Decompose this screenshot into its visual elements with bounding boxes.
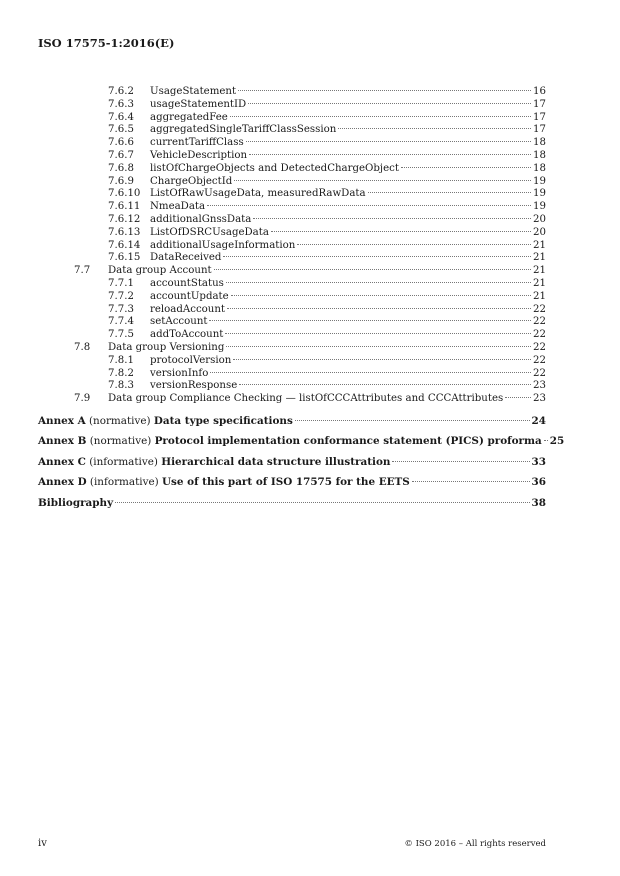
toc-bibliography[interactable]: [38, 496, 546, 511]
annex-title: Hierarchical data structure illustration: [161, 455, 391, 468]
annex-label: Annex C: [38, 455, 86, 468]
toc-entry-title: accountStatus: [150, 277, 224, 289]
toc-entry[interactable]: [38, 252, 546, 265]
toc-entry-page: 18: [533, 137, 546, 149]
toc-entry-page: 21: [533, 252, 546, 264]
document-id: ISO 17575-1:2016(E): [38, 36, 175, 50]
leader-dots: [238, 90, 531, 91]
annex-label: Annex D: [38, 476, 87, 489]
toc-entry-number: 7.6.8: [108, 162, 134, 174]
toc-entry-number: 7.8.1: [108, 354, 134, 366]
toc-entry-title: listOfChargeObjects and DetectedChargeObject: [150, 162, 399, 174]
toc-entry-page: 25: [549, 435, 565, 448]
toc-section-7-9[interactable]: [38, 393, 546, 406]
toc-entry-page: 22: [533, 367, 546, 379]
annex-title: Data type specifications: [153, 414, 293, 427]
toc-entry-number: 7.6.13: [108, 226, 141, 238]
toc-entry-page: 36: [531, 476, 546, 489]
toc-entry-number: 7.6.11: [108, 201, 141, 213]
toc-entry-page: 20: [533, 213, 546, 225]
toc-entry-number: 7.6.9: [108, 175, 134, 187]
toc-entry-number: 7.8.3: [108, 380, 134, 392]
toc-entry[interactable]: [38, 380, 546, 393]
leader-dots: [253, 218, 531, 219]
toc-entry[interactable]: [38, 188, 546, 201]
leader-dots: [210, 372, 531, 373]
copyright-notice: © ISO 2016 – All rights reserved: [404, 839, 546, 849]
toc-entry[interactable]: [38, 329, 546, 342]
leader-dots: [225, 333, 531, 334]
toc-entry[interactable]: [38, 176, 546, 189]
toc-entry-number: 7.8: [74, 341, 91, 353]
annex-title: Use of this part of ISO 17575 for the EETS: [162, 476, 410, 489]
toc-entry-page: 22: [533, 354, 546, 366]
toc-entry-title: versionInfo: [150, 367, 209, 379]
toc-entry-page: 19: [533, 201, 546, 213]
page-number: iv: [38, 838, 47, 849]
annex-kind: (informative): [89, 476, 159, 489]
toc-entry-title: additionalUsageInformation: [150, 239, 296, 251]
leader-dots: [246, 141, 531, 142]
toc-entry-page: 21: [533, 277, 546, 289]
toc-group-762: [38, 86, 546, 265]
toc-entry-title: Data group Account: [108, 265, 212, 277]
leader-dots: [412, 481, 530, 482]
toc-entry-number: 7.9: [74, 393, 91, 405]
leader-dots: [295, 420, 530, 421]
toc-entry-title: aggregatedFee: [150, 111, 228, 123]
leader-dots: [233, 359, 531, 360]
toc-entry-number: 7.6.3: [108, 98, 134, 110]
toc-entry-number: 7.8.2: [108, 367, 134, 379]
toc-entry-number: 7.7.3: [108, 303, 134, 315]
toc-entry-page: 18: [533, 149, 546, 161]
leader-dots: [248, 103, 531, 104]
toc-entry[interactable]: [38, 99, 546, 112]
table-of-contents: [38, 86, 565, 510]
toc-entry-title: reloadAccount: [150, 303, 226, 315]
toc-entry-number: 7.6.14: [108, 239, 141, 251]
toc-entry-page: 24: [531, 414, 546, 427]
toc-entry-number: 7.7.5: [108, 329, 134, 341]
toc-annex-b[interactable]: [38, 434, 565, 449]
toc-entry[interactable]: [38, 201, 546, 214]
toc-entry[interactable]: [38, 240, 546, 253]
leader-dots: [226, 282, 531, 283]
toc-entry-number: 7.7.4: [108, 316, 134, 328]
toc-entry-title: ChargeObjectId: [150, 175, 233, 187]
toc-annex-d[interactable]: [38, 475, 546, 490]
toc-annex-c[interactable]: [38, 455, 546, 470]
toc-entry-title: ListOfDSRCUsageData: [150, 226, 269, 238]
leader-dots: [115, 502, 529, 503]
toc-entry-title: Data group Compliance Checking — listOfCCCAttributes and CCCAttributes: [108, 393, 504, 405]
toc-entry-page: 19: [533, 175, 546, 187]
toc-entry[interactable]: [38, 355, 546, 368]
toc-entry-number: 7.6.5: [108, 124, 134, 136]
bibliography-title: Bibliography: [38, 496, 114, 509]
toc-entry-page: 23: [533, 380, 546, 392]
annex-kind: (informative): [89, 455, 158, 468]
leader-dots: [401, 167, 531, 168]
toc-entry[interactable]: [38, 214, 546, 227]
toc-entry-title: NmeaData: [150, 201, 206, 213]
toc-entry-title: DataReceived: [150, 252, 222, 264]
toc-entry-page: 22: [533, 341, 546, 353]
toc-entry-title: UsageStatement: [150, 86, 237, 97]
toc-entry[interactable]: [38, 316, 546, 329]
toc-entry-title: aggregatedSingleTariffClassSession: [150, 124, 337, 136]
toc-entry[interactable]: [38, 368, 546, 381]
annex-label: Annex B: [38, 435, 87, 448]
toc-entry-number: 7.6.7: [108, 149, 134, 161]
toc-entry-number: 7.7.1: [108, 277, 134, 289]
leader-dots: [392, 461, 529, 462]
toc-entry-number: 7.6.10: [108, 188, 141, 200]
toc-entry[interactable]: [38, 227, 546, 240]
toc-entry-page: 21: [533, 265, 546, 277]
toc-section-7-7[interactable]: [38, 265, 546, 278]
toc-entry[interactable]: [38, 124, 546, 137]
toc-entry[interactable]: [38, 150, 546, 163]
leader-dots: [209, 320, 531, 321]
annex-kind: (normative): [89, 435, 152, 448]
toc-entry-page: 22: [533, 303, 546, 315]
leader-dots: [505, 397, 531, 398]
leader-dots: [223, 256, 531, 257]
toc-entry-title: addToAccount: [150, 329, 224, 341]
toc-entry-number: 7.7.2: [108, 290, 134, 302]
toc-entry-page: 21: [533, 239, 546, 251]
toc-entry[interactable]: [38, 112, 546, 125]
toc-entry-page: 19: [533, 188, 546, 200]
toc-entry-number: 7.6.15: [108, 252, 141, 264]
annex-label: Annex A: [38, 414, 86, 427]
toc-entry-number: 7.6.2: [108, 86, 134, 97]
leader-dots: [368, 192, 531, 193]
toc-entry-title: protocolVersion: [150, 354, 232, 366]
leader-dots: [544, 440, 548, 441]
toc-entry-page: 18: [533, 162, 546, 174]
toc-entry-title: currentTariffClass: [150, 137, 244, 149]
leader-dots: [226, 346, 531, 347]
toc-entry-page: 23: [533, 393, 546, 405]
toc-entry-page: 20: [533, 226, 546, 238]
annex-kind: (normative): [88, 414, 151, 427]
toc-entry-number: 7.7: [74, 265, 91, 277]
toc-section-7-8[interactable]: [38, 342, 546, 355]
toc-entry-title: versionResponse: [150, 380, 238, 392]
leader-dots: [230, 116, 531, 117]
toc-entry[interactable]: [38, 137, 546, 150]
leader-dots: [249, 154, 531, 155]
leader-dots: [239, 384, 531, 385]
toc-entry-number: 7.6.12: [108, 213, 141, 225]
toc-entry[interactable]: [38, 86, 546, 99]
toc-entry-title: VehicleDescription: [150, 149, 248, 161]
toc-entry-page: 38: [531, 496, 546, 509]
toc-entry-title: Data group Versioning: [108, 341, 225, 353]
toc-entry-page: 22: [533, 329, 546, 341]
toc-entry[interactable]: [38, 163, 546, 176]
toc-entry[interactable]: [38, 278, 546, 291]
toc-entry-page: 17: [533, 111, 546, 123]
toc-entry-page: 16: [533, 86, 546, 97]
leader-dots: [227, 308, 531, 309]
toc-entry-page: 33: [531, 455, 546, 468]
annex-title: Protocol implementation conformance statement (PICS) proforma: [154, 435, 542, 448]
toc-entry-page: 22: [533, 316, 546, 328]
toc-entry-page: 17: [533, 98, 546, 110]
toc-entry-title: setAccount: [150, 316, 208, 328]
toc-entry[interactable]: [38, 291, 546, 304]
leader-dots: [271, 231, 531, 232]
toc-annex-a[interactable]: [38, 414, 546, 429]
leader-dots: [297, 244, 531, 245]
leader-dots: [338, 128, 531, 129]
toc-entry-page: 17: [533, 124, 546, 136]
toc-entry-number: 7.6.6: [108, 137, 134, 149]
toc-entry-title: accountUpdate: [150, 290, 229, 302]
toc-entry-title: ListOfRawUsageData, measuredRawData: [150, 188, 366, 200]
leader-dots: [207, 205, 531, 206]
toc-entry[interactable]: [38, 304, 546, 317]
leader-dots: [234, 180, 531, 181]
leader-dots: [214, 269, 531, 270]
toc-entry-number: 7.6.4: [108, 111, 134, 123]
toc-entry-title: usageStatementID: [150, 98, 247, 110]
toc-entry-title: additionalGnssData: [150, 213, 252, 225]
toc-entry-page: 21: [533, 290, 546, 302]
leader-dots: [231, 295, 531, 296]
